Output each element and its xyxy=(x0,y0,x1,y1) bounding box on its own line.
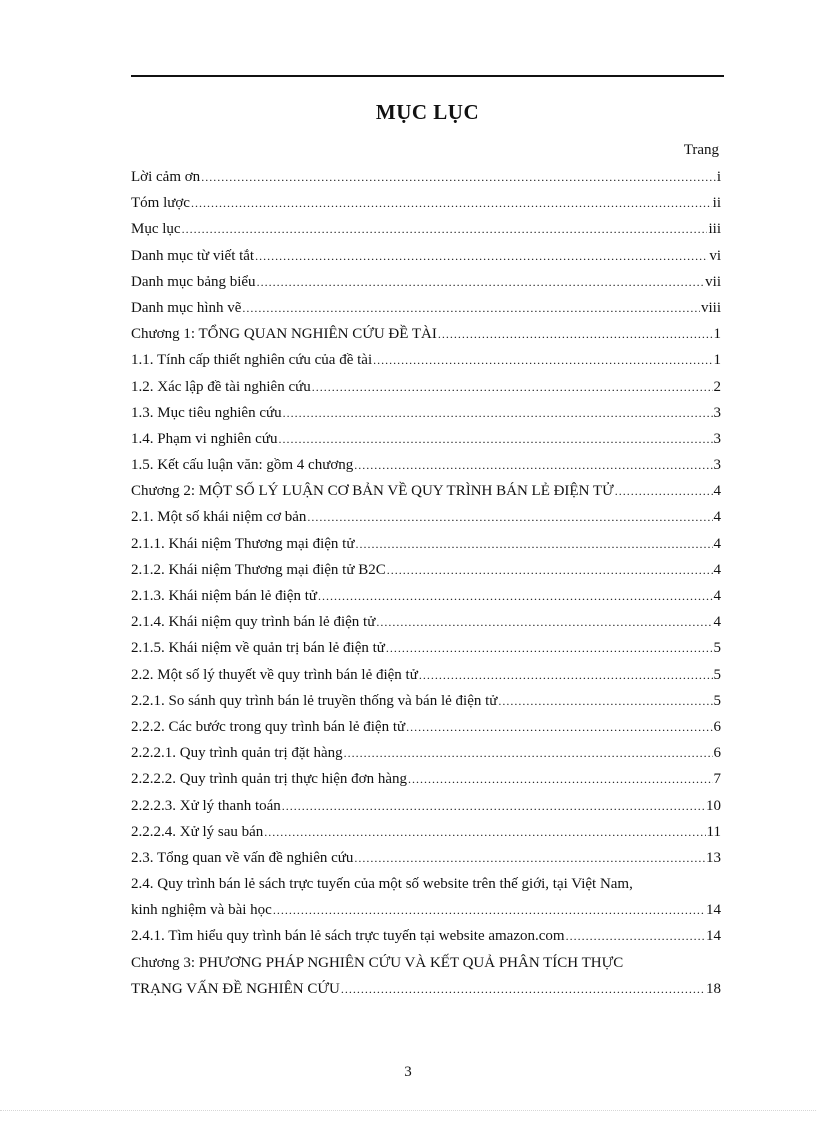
toc-entry-row xyxy=(131,220,721,238)
toc-entry-label: 1.2. Xác lập đề tài nghiên cứu xyxy=(131,378,311,395)
toc-entry-row xyxy=(131,980,721,998)
toc-entry-page: 4 xyxy=(713,483,721,500)
toc-entry xyxy=(131,770,721,788)
toc-entry xyxy=(131,247,721,265)
toc-dot-leader xyxy=(344,744,713,762)
toc-entry-label: Tóm lược xyxy=(131,195,190,212)
toc-entry xyxy=(131,561,721,579)
toc-entry-label: 2.2.2.3. Xử lý thanh toán xyxy=(131,797,281,814)
toc-entry xyxy=(131,613,721,631)
toc-entry-row xyxy=(131,613,721,631)
toc-entry-row xyxy=(131,247,721,265)
toc-entry-row xyxy=(131,587,721,605)
table-of-contents xyxy=(131,168,721,1006)
toc-entry-row xyxy=(131,744,721,762)
toc-entry-page: 10 xyxy=(706,797,721,814)
toc-dot-leader xyxy=(318,587,712,605)
toc-entry-row xyxy=(131,299,721,317)
toc-entry-page: 2 xyxy=(713,378,721,395)
toc-dot-leader xyxy=(498,692,712,710)
toc-dot-leader xyxy=(354,849,705,867)
toc-entry-label: 2.2.2.4. Xử lý sau bán xyxy=(131,823,264,840)
toc-entry-label: 2.1.3. Khái niệm bán lẻ điện tử xyxy=(131,588,318,604)
toc-entry-label: 1.3. Mục tiêu nghiên cứu xyxy=(131,404,282,421)
toc-dot-leader xyxy=(191,194,712,212)
toc-entry-row xyxy=(131,456,721,474)
toc-entry xyxy=(131,875,721,919)
toc-entry xyxy=(131,194,721,212)
page-column-label: Trang xyxy=(683,142,719,158)
toc-entry-page: 1 xyxy=(713,326,721,343)
toc-entry-label: Danh mục bảng biểu xyxy=(131,273,256,290)
toc-entry-row xyxy=(131,718,721,736)
toc-entry xyxy=(131,404,721,422)
toc-entry-label: 2.2.1. So sánh quy trình bán lẻ truyền thống và bán lẻ điện tử xyxy=(131,692,498,709)
toc-entry xyxy=(131,692,721,710)
toc-entry-label: 1.1. Tính cấp thiết nghiên cứu của đề tài xyxy=(131,352,373,369)
toc-entry-row xyxy=(131,823,721,841)
toc-dot-leader xyxy=(438,325,713,343)
toc-dot-leader xyxy=(307,508,712,526)
toc-entry-label: Lời cảm ơn xyxy=(131,169,201,185)
toc-entry-label: Chương 2: MỘT SỐ LÝ LUẬN CƠ BẢN VỀ QUY TRÌNH BÁN LẺ ĐIỆN TỬ xyxy=(131,483,614,500)
toc-dot-leader xyxy=(201,168,716,186)
toc-dot-leader xyxy=(386,639,713,657)
toc-entry-page: 5 xyxy=(713,666,721,683)
toc-entry-page: vi xyxy=(709,247,721,264)
toc-entry-label: 2.3. Tổng quan về vấn đề nghiên cứu xyxy=(131,849,354,866)
toc-entry-row xyxy=(131,639,721,657)
toc-entry-label: 2.1.1. Khái niệm Thương mại điện tử xyxy=(131,535,355,552)
toc-dot-leader xyxy=(406,718,712,736)
toc-entry-label: 2.2.2.1. Quy trình quản trị đặt hàng xyxy=(131,745,343,762)
page-title: MỤC LỤC xyxy=(375,100,480,124)
toc-entry-page: 4 xyxy=(713,561,721,578)
toc-dot-leader xyxy=(408,770,712,788)
toc-dot-leader xyxy=(355,535,712,553)
toc-dot-leader xyxy=(341,980,705,998)
toc-entry-page: 7 xyxy=(713,771,721,788)
toc-entry-row xyxy=(131,561,721,579)
toc-dot-leader xyxy=(354,456,712,474)
toc-entry xyxy=(131,299,721,317)
toc-dot-leader xyxy=(278,430,712,448)
toc-dot-leader xyxy=(283,404,713,422)
toc-entry xyxy=(131,666,721,684)
toc-entry-page: 5 xyxy=(713,692,721,709)
toc-entry-label: Chương 1: TỔNG QUAN NGHIÊN CỨU ĐỀ TÀI xyxy=(131,326,437,343)
toc-entry xyxy=(131,430,721,448)
toc-entry-page: 13 xyxy=(706,849,721,866)
toc-entry xyxy=(131,797,721,815)
toc-entry-page: 3 xyxy=(713,404,721,421)
toc-entry-label: 1.5. Kết cấu luận văn: gồm 4 chương xyxy=(131,457,354,474)
toc-entry xyxy=(131,718,721,736)
toc-entry xyxy=(131,535,721,553)
toc-entry xyxy=(131,168,721,186)
toc-dot-leader xyxy=(376,613,712,631)
toc-entry-row xyxy=(131,168,721,186)
toc-entry-row xyxy=(131,901,721,919)
toc-entry-label: 2.1.5. Khái niệm về quản trị bán lẻ điện tử xyxy=(131,640,385,657)
toc-entry-page: viii xyxy=(700,299,721,316)
toc-entry xyxy=(131,220,721,238)
toc-entry-page: 5 xyxy=(713,640,721,657)
page-number: 3 xyxy=(404,1064,412,1080)
toc-entry-label: 2.2.2.2. Quy trình quản trị thực hiện đơn hàng xyxy=(131,771,408,788)
toc-entry-row xyxy=(131,482,721,500)
toc-dot-leader xyxy=(257,273,705,291)
toc-entry-row xyxy=(131,666,721,684)
page-edge xyxy=(0,1110,816,1111)
toc-dot-leader xyxy=(264,823,705,841)
toc-entry-row xyxy=(131,273,721,291)
toc-entry xyxy=(131,482,721,500)
toc-entry-page: 11 xyxy=(706,823,721,840)
toc-entry xyxy=(131,639,721,657)
toc-entry-label: 2.1. Một số khái niệm cơ bản xyxy=(131,509,307,526)
toc-entry-row xyxy=(131,325,721,343)
toc-entry-label: 2.2. Một số lý thuyết về quy trình bán lẻ điện tử xyxy=(131,666,418,683)
toc-entry-page: 4 xyxy=(713,588,721,604)
toc-entry-page: 4 xyxy=(713,614,721,631)
toc-dot-leader xyxy=(419,666,713,684)
toc-entry-label: Danh mục từ viết tắt xyxy=(131,247,255,264)
toc-entry-page: vii xyxy=(705,273,721,290)
toc-entry-label-line: Chương 3: PHƯƠNG PHÁP NGHIÊN CỨU VÀ KẾT QUẢ PHÂN TÍCH THỰC xyxy=(131,954,624,971)
toc-entry-label: Danh mục hình vẽ xyxy=(131,299,242,316)
toc-entry-page: 6 xyxy=(713,745,721,762)
toc-dot-leader xyxy=(282,797,705,815)
toc-entry-row xyxy=(131,692,721,710)
toc-entry-label: Mục lục xyxy=(131,221,181,238)
toc-entry-label: kinh nghiệm và bài học xyxy=(131,902,272,919)
toc-entry-page: ii xyxy=(712,195,721,212)
toc-entry xyxy=(131,849,721,867)
toc-entry xyxy=(131,456,721,474)
toc-entry xyxy=(131,927,721,945)
toc-entry-row xyxy=(131,849,721,867)
toc-entry xyxy=(131,823,721,841)
toc-dot-leader xyxy=(273,901,705,919)
toc-entry-page: 1 xyxy=(713,352,721,369)
toc-entry-label: 2.1.2. Khái niệm Thương mại điện tử B2C xyxy=(131,561,386,578)
toc-entry xyxy=(131,508,721,526)
toc-entry-page: 6 xyxy=(713,718,721,735)
toc-entry-row xyxy=(131,927,721,945)
toc-dot-leader xyxy=(182,220,708,238)
toc-entry-row xyxy=(131,508,721,526)
toc-dot-leader xyxy=(387,561,713,579)
toc-entry-label: 2.1.4. Khái niệm quy trình bán lẻ điện tử xyxy=(131,614,376,631)
toc-entry-row xyxy=(131,404,721,422)
toc-dot-leader xyxy=(242,299,700,317)
toc-entry-row xyxy=(131,535,721,553)
toc-entry-row xyxy=(131,378,721,396)
toc-dot-leader xyxy=(615,482,713,500)
toc-dot-leader xyxy=(373,351,712,369)
toc-entry-label: 1.4. Phạm vi nghiên cứu xyxy=(131,430,278,447)
toc-entry-page: 3 xyxy=(713,430,721,447)
toc-entry-page: 3 xyxy=(713,457,721,474)
toc-entry xyxy=(131,954,721,998)
toc-entry xyxy=(131,744,721,762)
toc-entry-page: 14 xyxy=(706,928,721,945)
toc-entry xyxy=(131,325,721,343)
toc-entry-label: TRẠNG VẤN ĐỀ NGHIÊN CỨU xyxy=(131,980,340,997)
toc-entry-page: 4 xyxy=(713,535,721,552)
toc-entry-row xyxy=(131,351,721,369)
toc-entry-page: 18 xyxy=(706,980,721,997)
toc-dot-leader xyxy=(312,378,713,396)
toc-entry-row xyxy=(131,194,721,212)
toc-entry xyxy=(131,587,721,605)
toc-entry xyxy=(131,351,721,369)
toc-entry-page: i xyxy=(716,169,721,185)
toc-entry-label: 2.4.1. Tìm hiểu quy trình bán lẻ sách trực tuyến tại website amazon.com xyxy=(131,928,565,945)
header-rule xyxy=(131,75,724,77)
toc-entry-label: 2.2.2. Các bước trong quy trình bán lẻ điện tử xyxy=(131,718,406,735)
toc-entry-label-line: 2.4. Quy trình bán lẻ sách trực tuyến của một số website trên thế giới, tại Việt Nam, xyxy=(131,876,633,893)
toc-entry xyxy=(131,273,721,291)
toc-entry-page: iii xyxy=(708,221,721,238)
toc-entry-page: 4 xyxy=(713,509,721,526)
toc-entry xyxy=(131,378,721,396)
toc-entry-row xyxy=(131,797,721,815)
toc-entry-row xyxy=(131,770,721,788)
toc-dot-leader xyxy=(566,927,705,945)
toc-entry-page: 14 xyxy=(706,902,721,919)
toc-dot-leader xyxy=(255,247,708,265)
toc-entry-row xyxy=(131,430,721,448)
